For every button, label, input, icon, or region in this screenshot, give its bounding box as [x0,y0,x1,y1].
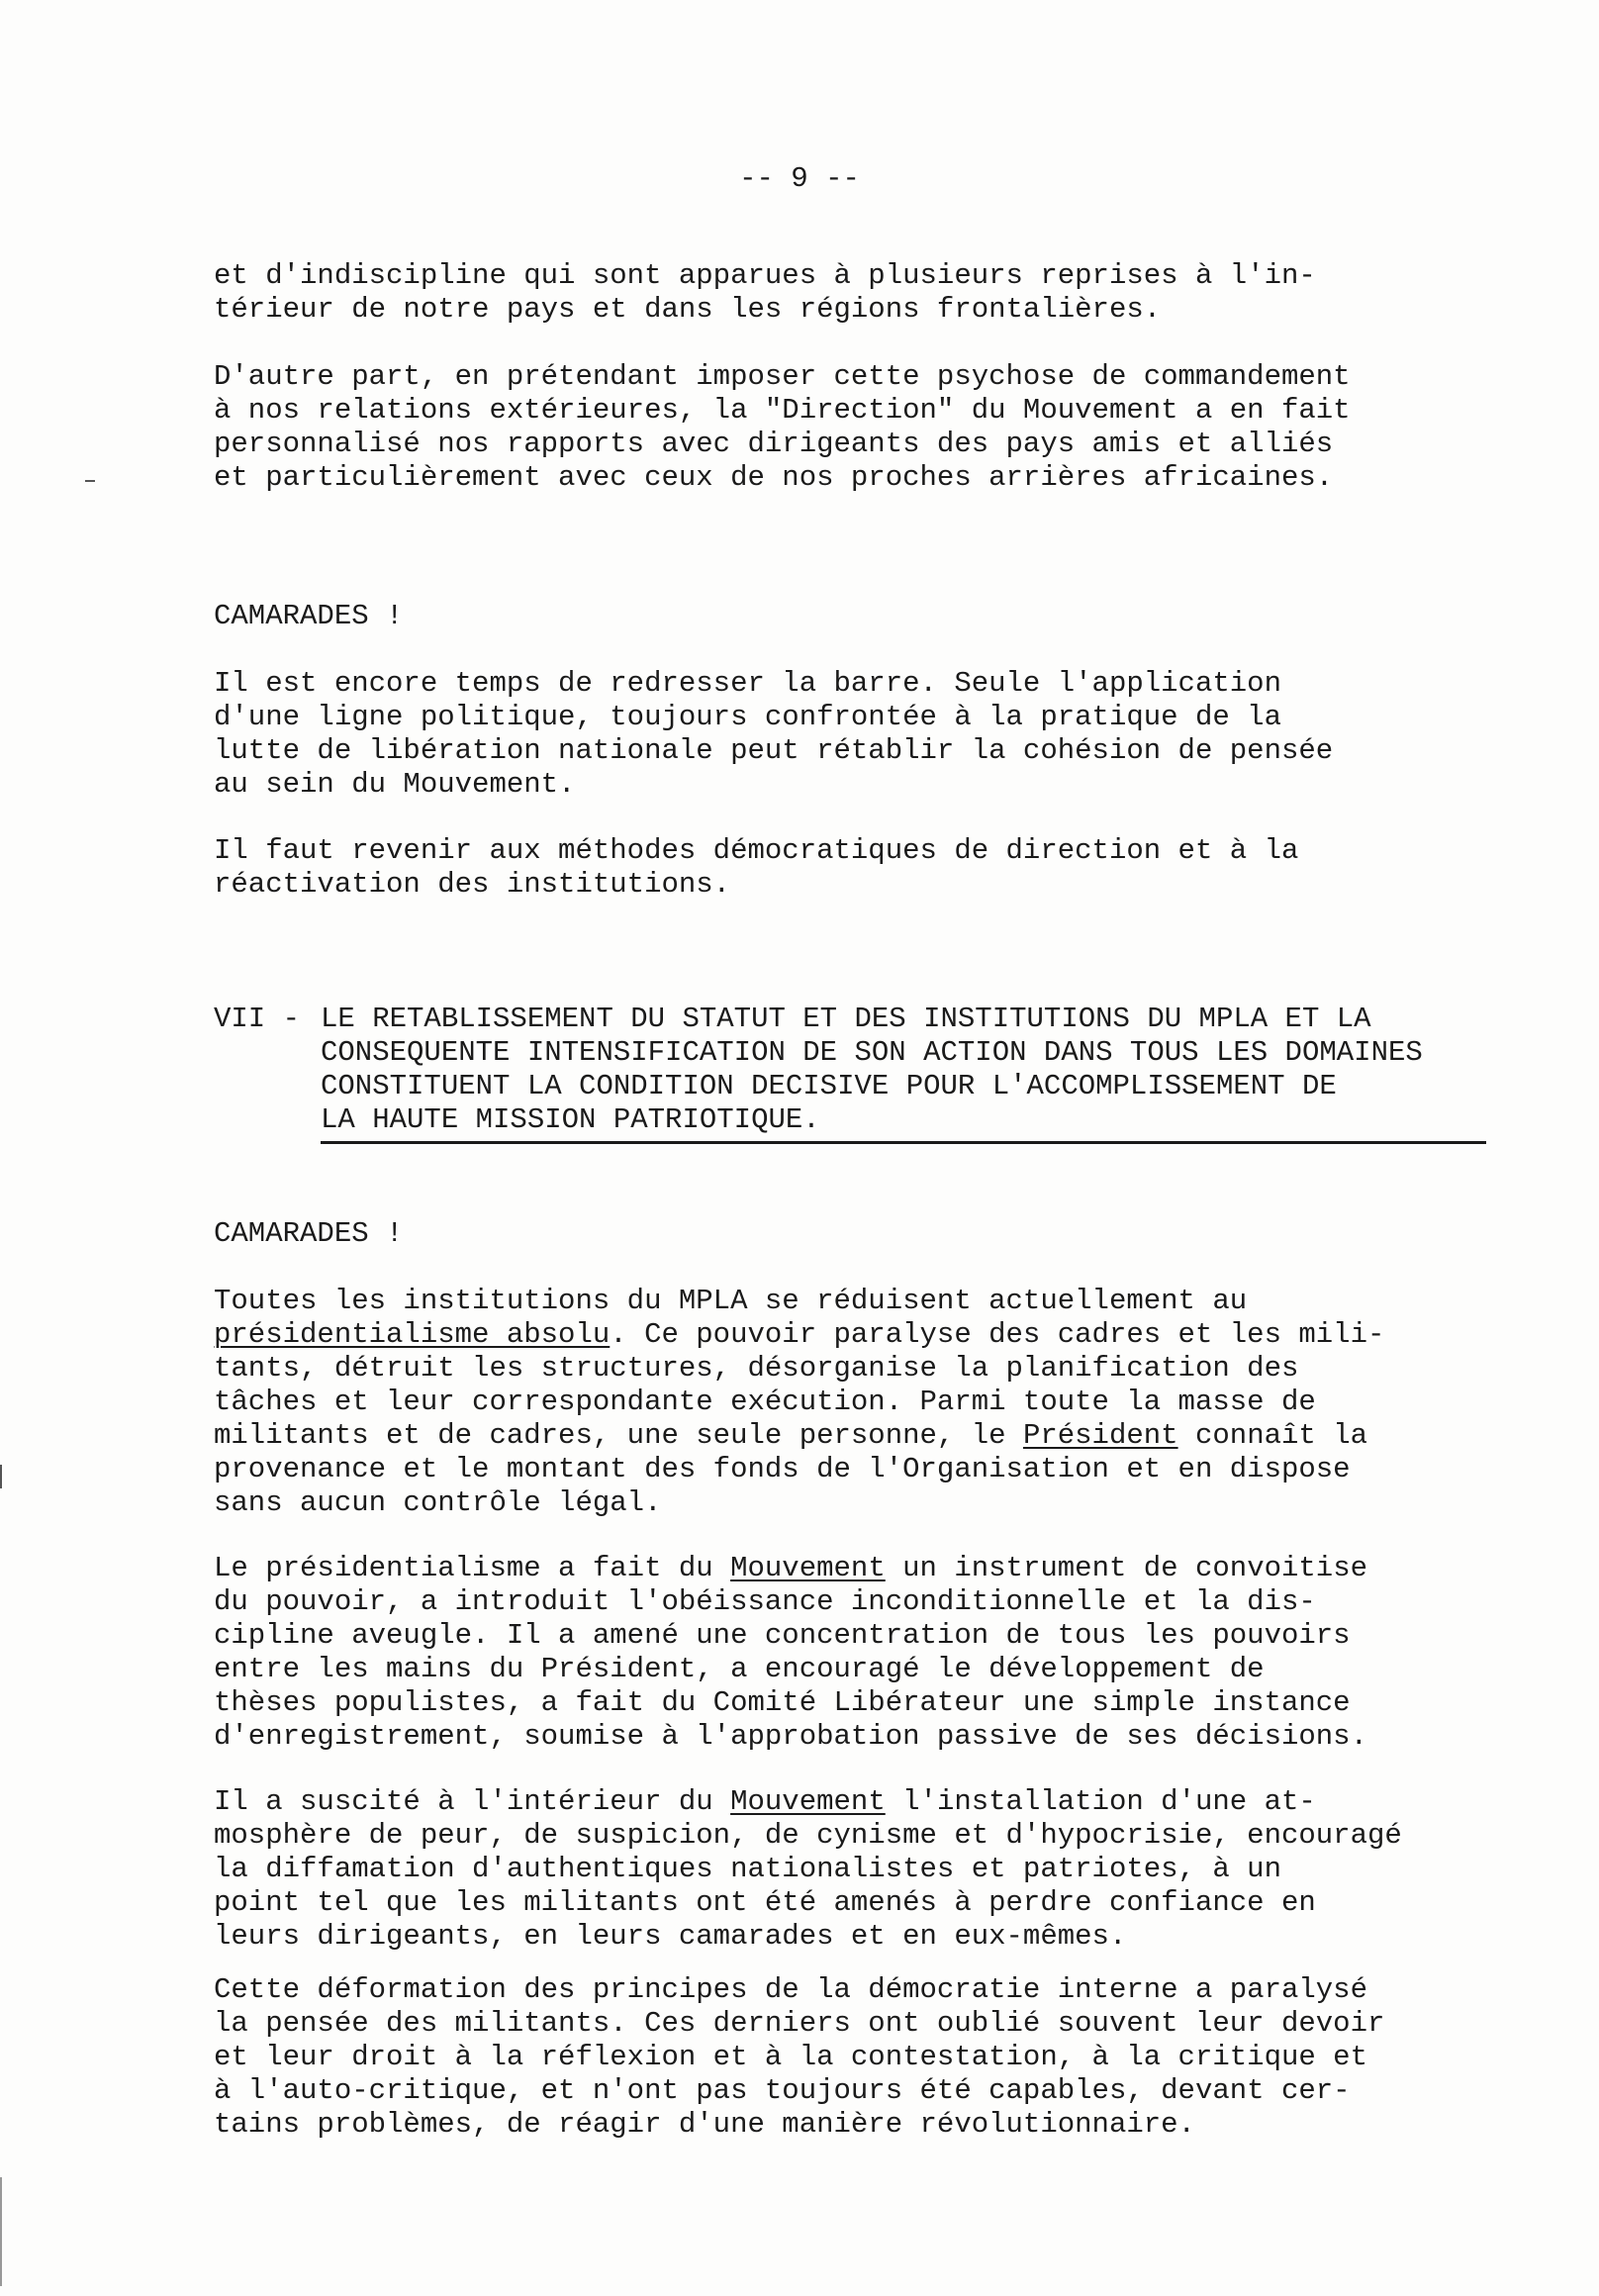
text-line: cipline aveugle. Il a amené une concentration de tous les pouvoirs [214,1619,1351,1652]
heading-line: CONSTITUENT LA CONDITION DECISIVE POUR L'ACCOMPLISSEMENT DE [321,1070,1337,1102]
text-line: Toutes les institutions du MPLA se réduisent actuellement au [214,1285,1248,1317]
paragraph-4 [214,834,1500,902]
heading-line: LA HAUTE MISSION PATRIOTIQUE. [321,1103,820,1136]
text-line [214,1419,1500,1453]
text-line [214,1552,1500,1585]
text-line: entre les mains du Président, a encouragé le développement de [214,1653,1265,1685]
section-number: VII - [214,1003,301,1035]
page-number: -- 9 -- [739,162,860,195]
text-line: Il faut revenir aux méthodes démocratiques de direction et à la [214,834,1299,867]
salutation-text: CAMARADES ! [214,600,404,632]
paragraph-5 [214,1285,1500,1520]
text-line: et d'indiscipline qui sont apparues à plusieurs reprises à l'in- [214,259,1316,292]
scan-artifact [0,1465,2,1488]
text-line: tains problèmes, de réagir d'une manière révolutionnaire. [214,2108,1195,2141]
salutation-1 [214,600,1500,633]
text-run: Il a suscité à l'intérieur du [214,1785,731,1818]
text-line: Cette déformation des principes de la démocratie interne a paralysé [214,1973,1367,2006]
paragraph-7 [214,1785,1500,1954]
scan-artifact [85,480,95,482]
heading-line: CONSEQUENTE INTENSIFICATION DE SON ACTION DANS TOUS LES DOMAINES [321,1036,1423,1069]
text-run: . Ce pouvoir paralyse des cadres et les mili- [610,1318,1385,1351]
underlined-term: présidentialisme absolu [214,1318,611,1351]
text-line: la pensée des militants. Ces derniers ont oublié souvent leur devoir [214,2007,1385,2040]
text-line: du pouvoir, a introduit l'obéissance inconditionnelle et la dis- [214,1585,1316,1618]
text-line: à nos relations extérieures, la "Direction" du Mouvement a en fait [214,394,1351,427]
heading-line: LE RETABLISSEMENT DU STATUT ET DES INSTITUTIONS DU MPLA ET LA [321,1003,1371,1035]
section-heading [321,1003,1508,1137]
text-run: connaît la [1177,1419,1368,1452]
text-line: point tel que les militants ont été amenés à perdre confiance en [214,1886,1316,1919]
text-line: Il est encore temps de redresser la barre. Seule l'application [214,667,1281,700]
text-run: un instrument de convoitise [885,1552,1368,1584]
paragraph-1 [214,259,1500,327]
text-line: personnalisé nos rapports avec dirigeants des pays amis et alliés [214,428,1334,460]
text-run: militants et de cadres, une seule personne, le [214,1419,1023,1452]
text-line: sans aucun contrôle légal. [214,1486,662,1519]
text-line: thèses populistes, a fait du Comité Libérateur une simple instance [214,1686,1351,1719]
text-line: mosphère de peur, de suspicion, de cynisme et d'hypocrisie, encouragé [214,1819,1402,1852]
text-line: lutte de libération nationale peut rétablir la cohésion de pensée [214,734,1334,767]
text-line: la diffamation d'authentiques nationalistes et patriotes, à un [214,1853,1281,1885]
text-line: réactivation des institutions. [214,868,731,901]
text-line: d'une ligne politique, toujours confrontée à la pratique de la [214,701,1281,733]
salutation-2 [214,1217,1500,1251]
scan-artifact [0,2177,2,2286]
text-line [214,1785,1500,1819]
text-line: tants, détruit les structures, désorganise la planification des [214,1352,1299,1385]
text-run: l'installation d'une at- [885,1785,1316,1818]
heading-underline [321,1141,1486,1144]
text-line: provenance et le montant des fonds de l'Organisation et en dispose [214,1453,1351,1485]
text-line: et leur droit à la réflexion et à la contestation, à la critique et [214,2041,1367,2073]
text-line: tâches et leur correspondante exécution. Parmi toute la masse de [214,1386,1316,1418]
text-line: D'autre part, en prétendant imposer cette psychose de commandement [214,360,1351,393]
text-line: leurs dirigeants, en leurs camarades et en eux-mêmes. [214,1920,1127,1953]
text-line: et particulièrement avec ceux de nos proches arrières africaines. [214,461,1334,494]
text-line: au sein du Mouvement. [214,768,576,801]
text-line: à l'auto-critique, et n'ont pas toujours été capables, devant cer- [214,2074,1351,2107]
text-run: Le présidentialisme a fait du [214,1552,731,1584]
underlined-term: Président [1022,1419,1178,1452]
paragraph-6 [214,1552,1500,1754]
text-line: térieur de notre pays et dans les régions frontalières. [214,293,1162,326]
text-line: d'enregistrement, soumise à l'approbation passive de ses décisions. [214,1720,1367,1753]
paragraph-3 [214,667,1500,802]
paragraph-8 [214,1973,1500,2142]
salutation-text: CAMARADES ! [214,1217,404,1250]
underlined-term: Mouvement [730,1552,886,1584]
text-line [214,1318,1500,1352]
underlined-term: Mouvement [730,1785,886,1818]
paragraph-2 [214,360,1500,495]
